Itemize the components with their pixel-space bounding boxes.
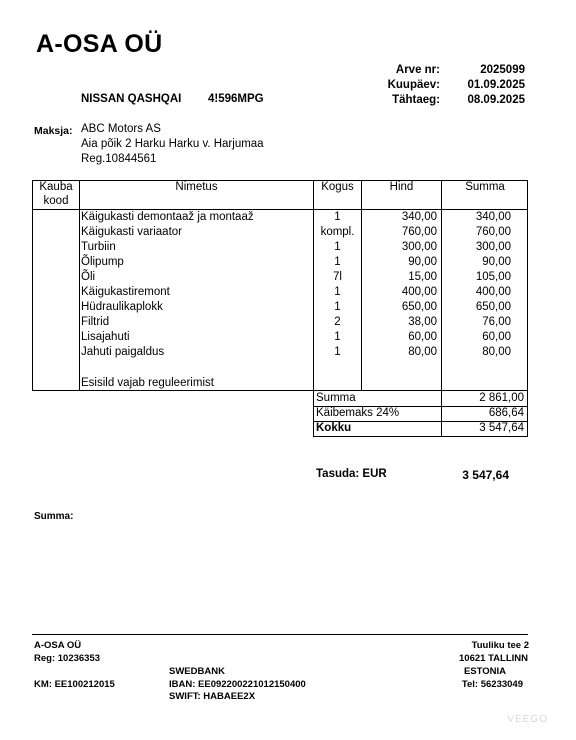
row-name: Lisajahuti (81, 331, 130, 343)
footer-street: Tuuliku tee 2 (471, 640, 529, 651)
header-code-line2: kood (43, 195, 69, 207)
row-name: Käigukasti demontaaž ja montaaž (81, 211, 254, 223)
row-sum: 90,00 (482, 256, 511, 268)
footer-swift: SWIFT: HABAEE2X (169, 691, 256, 702)
row-sum: 760,00 (475, 226, 511, 238)
footer-reg: Reg: 10236353 (34, 653, 101, 664)
row-sum: 400,00 (475, 286, 511, 298)
footer-divider (32, 634, 528, 635)
row-price: 650,00 (401, 301, 437, 313)
footer-city: 10621 TALLINN (459, 653, 528, 664)
vehicle-model: NISSAN QASHQAI (81, 93, 182, 105)
payer-reg: Reg.10844561 (81, 153, 157, 165)
invoice-date: 01.09.2025 (467, 79, 525, 91)
row-name: Jahuti paigaldus (81, 346, 165, 358)
row-qty: 1 (334, 256, 341, 268)
invoice-date-label: Kuupäev: (387, 79, 440, 91)
row-name: Filtrid (81, 316, 110, 328)
row-price: 760,00 (401, 226, 437, 238)
row-qty: 1 (334, 331, 341, 343)
footer-km: KM: EE100212015 (34, 679, 115, 690)
watermark: VEEGO (507, 714, 548, 725)
row-name: Hüdraulikaplokk (81, 301, 163, 313)
row-price: 90,00 (408, 256, 437, 268)
vat-label: Käibemaks 24% (316, 407, 400, 419)
payer-label: Maksja: (34, 125, 73, 137)
row-price: 400,00 (401, 286, 437, 298)
payer-address: Aia põik 2 Harku Harku v. Harjumaa (81, 138, 264, 150)
row-price: 60,00 (408, 331, 437, 343)
row-name: Käigukasti variaator (81, 226, 182, 238)
footer-company: A-OSA OÜ (34, 640, 82, 651)
row-sum: 105,00 (475, 271, 511, 283)
subtotal-label: Summa (316, 392, 356, 404)
header-qty: Kogus (321, 181, 354, 193)
footer-phone: Tel: 56233049 (461, 679, 523, 690)
row-sum: 300,00 (475, 241, 511, 253)
row-sum: 80,00 (482, 346, 511, 358)
row-qty: 1 (334, 211, 341, 223)
row-name: Turbiin (81, 241, 116, 253)
footer-iban: IBAN: EE092200221012150400 (169, 679, 306, 690)
payment-amount: 3 547,64 (462, 468, 509, 482)
table-note: Esisild vajab reguleerimist (81, 377, 214, 389)
subtotal-value: 2 861,00 (479, 392, 524, 404)
company-name: A-OSA OÜ (36, 30, 163, 58)
row-qty: 2 (334, 316, 341, 328)
row-price: 80,00 (408, 346, 437, 358)
footer-bank: SWEDBANK (169, 666, 225, 677)
header-price: Hind (389, 181, 414, 193)
header-name: Nimetus (175, 181, 218, 193)
row-price: 38,00 (408, 316, 437, 328)
invoice-number-label: Arve nr: (395, 64, 440, 76)
row-name: Õlipump (81, 256, 124, 268)
row-qty: 1 (334, 301, 341, 313)
row-name: Käigukastiremont (81, 286, 170, 298)
header-sum: Summa (465, 181, 505, 193)
header-code-line1: Kauba (39, 181, 73, 193)
table-divider (79, 180, 80, 391)
total-value: 3 547,64 (479, 422, 524, 434)
payer-name: ABC Motors AS (81, 123, 161, 135)
row-qty: kompl. (320, 226, 355, 238)
footer-country: ESTONIA (463, 666, 506, 677)
payment-label: Tasuda: EUR (316, 468, 387, 480)
row-sum: 340,00 (475, 211, 511, 223)
total-label: Kokku (316, 422, 352, 434)
vat-value: 686,64 (488, 407, 524, 419)
amount-words-label: Summa: (34, 511, 74, 522)
invoice-due: 08.09.2025 (467, 94, 525, 106)
vehicle-plate: 4!596MPG (208, 93, 264, 105)
row-qty: 7l (333, 271, 342, 283)
row-sum: 60,00 (482, 331, 511, 343)
row-name: Õli (81, 271, 96, 283)
row-price: 15,00 (408, 271, 437, 283)
row-qty: 1 (334, 346, 341, 358)
row-price: 340,00 (401, 211, 437, 223)
row-price: 300,00 (401, 241, 437, 253)
row-sum: 650,00 (475, 301, 511, 313)
row-sum: 76,00 (482, 316, 511, 328)
row-qty: 1 (334, 286, 341, 298)
row-qty: 1 (334, 241, 341, 253)
invoice-due-label: Tähtaeg: (392, 94, 440, 106)
table-header-divider (32, 209, 528, 210)
invoice-number: 2025099 (480, 64, 525, 76)
